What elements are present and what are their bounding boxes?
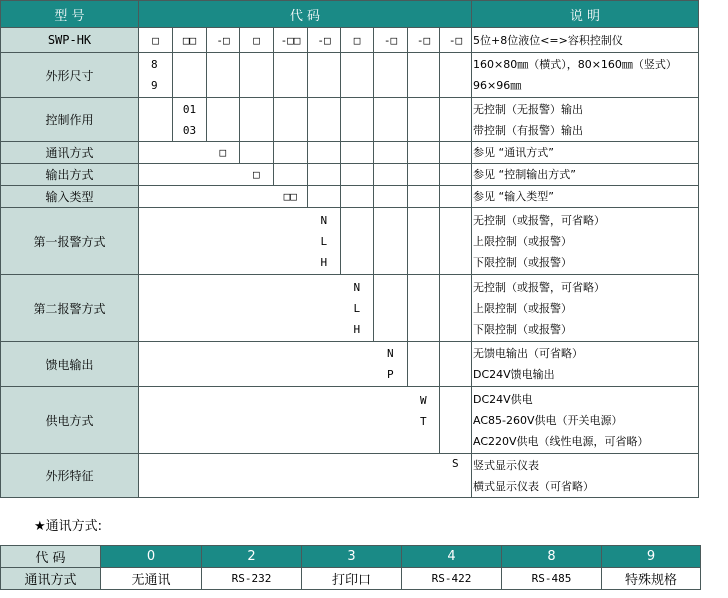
code-box: -□□ <box>274 28 308 53</box>
desc-line: 上限控制（或报警） <box>473 234 572 248</box>
alarm1-codes <box>308 208 341 275</box>
alarm1-code: N <box>320 213 328 227</box>
desc-line: 上限控制（或报警） <box>473 301 572 315</box>
input-label: 输入类型 <box>1 186 139 208</box>
alarm2-desc <box>472 275 699 342</box>
alarm2-code: L <box>353 301 361 315</box>
model-label: SWP-HK <box>1 28 139 53</box>
model-desc: 5位+8位液位<=>容积控制仪 <box>472 28 699 53</box>
comm-code: 3 <box>302 546 402 568</box>
desc-line: 下限控制（或报警） <box>473 322 572 336</box>
desc-line: 96×96㎜ <box>473 79 522 92</box>
power-code: T <box>419 415 427 428</box>
shape-codes <box>139 53 173 98</box>
desc-line: 横式显示仪表（可省略） <box>473 479 594 493</box>
desc-line: AC220V供电（线性电源，可省略） <box>473 434 649 448</box>
header-model: 型 号 <box>1 1 139 28</box>
input-desc: 参见 “输入类型” <box>472 186 699 208</box>
control-code: 03 <box>182 123 197 137</box>
comm-code: □ <box>207 142 240 164</box>
comm-value: RS-232 <box>202 568 302 590</box>
power-code: W <box>419 394 427 407</box>
code-box: -□ <box>408 28 440 53</box>
power-label: 供电方式 <box>1 387 139 454</box>
comm-code-label: 代 码 <box>1 546 101 568</box>
alarm1-code: H <box>320 255 328 269</box>
comm-desc: 参见 “通讯方式” <box>472 142 699 164</box>
code-box: □ <box>341 28 374 53</box>
code-box: -□ <box>207 28 240 53</box>
alarm2-code: N <box>353 280 361 294</box>
feed-code: P <box>386 368 394 381</box>
control-code: 01 <box>182 102 197 116</box>
alarm2-label: 第二报警方式 <box>1 275 139 342</box>
comm-value: 特殊规格 <box>602 568 701 590</box>
feature-desc <box>472 454 699 498</box>
feed-code: N <box>386 347 394 360</box>
comm-code: 2 <box>202 546 302 568</box>
output-label: 输出方式 <box>1 164 139 186</box>
shape-label: 外形尺寸 <box>1 53 139 98</box>
desc-line: 无控制（或报警，可省略） <box>473 280 605 294</box>
comm-value: RS-485 <box>502 568 602 590</box>
feed-codes <box>374 342 408 387</box>
power-desc <box>472 387 699 454</box>
code-box: □□ <box>173 28 207 53</box>
shape-code: 8 <box>151 58 158 71</box>
comm-code: 8 <box>502 546 602 568</box>
desc-line: 无馈电输出（可省略） <box>473 347 583 360</box>
desc-line: DC24V馈电输出 <box>473 368 555 381</box>
desc-line: 竖式显示仪表 <box>473 458 539 472</box>
desc-line: AC85-260V供电（开关电源） <box>473 413 623 427</box>
code-box: □ <box>240 28 274 53</box>
desc-line: 无控制（无报警）输出 <box>473 102 583 116</box>
control-desc <box>472 98 699 142</box>
feature-label: 外形特征 <box>1 454 139 498</box>
output-desc: 参见 “控制输出方式” <box>472 164 699 186</box>
desc-line: 下限控制（或报警） <box>473 255 572 269</box>
feed-desc <box>472 342 699 387</box>
code-box: -□ <box>308 28 341 53</box>
comm-table <box>0 545 701 590</box>
comm-value: 打印口 <box>302 568 402 590</box>
alarm1-label: 第一报警方式 <box>1 208 139 275</box>
desc-line: DC24V供电 <box>473 392 533 406</box>
alarm1-code: L <box>320 234 328 248</box>
comm-value: 无通讯 <box>101 568 202 590</box>
code-box: -□ <box>374 28 408 53</box>
comm-label: 通讯方式 <box>1 142 139 164</box>
comm-row-label: 通讯方式 <box>1 568 101 590</box>
input-code: □□ <box>274 186 308 208</box>
comm-code: 9 <box>602 546 701 568</box>
header-code: 代 码 <box>139 1 472 28</box>
comm-code: 4 <box>402 546 502 568</box>
feature-code: S <box>440 454 472 498</box>
comm-value: RS-422 <box>402 568 502 590</box>
desc-line: 160×80㎜（横式），80×160㎜（竖式） <box>473 58 677 71</box>
power-codes <box>408 387 440 454</box>
code-box: □ <box>139 28 173 53</box>
desc-line: 带控制（有报警）输出 <box>473 123 583 137</box>
header-desc: 说 明 <box>472 1 699 28</box>
feed-label: 馈电输出 <box>1 342 139 387</box>
shape-desc <box>472 53 699 98</box>
output-code: □ <box>240 164 274 186</box>
alarm2-codes <box>341 275 374 342</box>
control-codes <box>173 98 207 142</box>
control-label: 控制作用 <box>1 98 139 142</box>
shape-code: 9 <box>151 79 158 92</box>
alarm1-desc <box>472 208 699 275</box>
code-box: -□ <box>440 28 472 53</box>
desc-line: 无控制（或报警，可省略） <box>473 213 605 227</box>
comm-note: ★通讯方式: <box>34 519 103 534</box>
comm-code: 0 <box>101 546 202 568</box>
alarm2-code: H <box>353 322 361 336</box>
